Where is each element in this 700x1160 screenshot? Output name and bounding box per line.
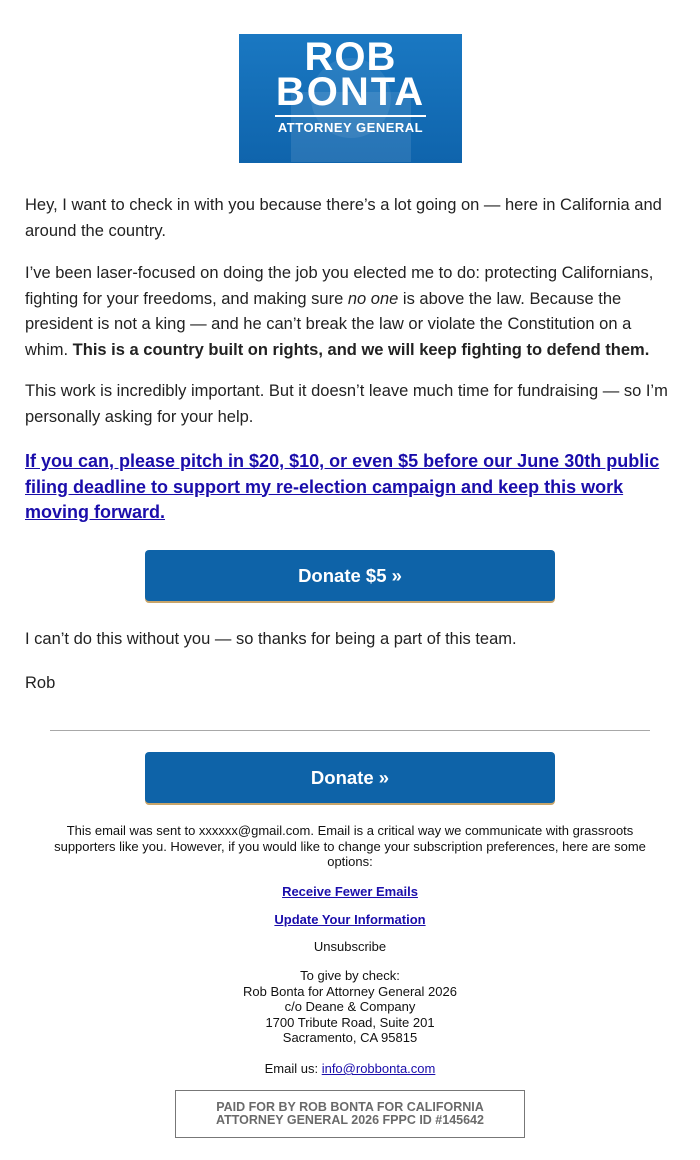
fundraising-paragraph: This work is incredibly important. But it doesn’t leave much time for fundraising — so I’m personally asking for your help.	[25, 382, 668, 426]
focus-emphasis: no one	[347, 289, 399, 308]
focus-paragraph	[25, 261, 675, 363]
receive-fewer-emails-link[interactable]: Receive Fewer Emails	[282, 884, 418, 899]
update-information-link[interactable]: Update Your Information	[274, 912, 426, 927]
divider	[50, 730, 650, 731]
email-us-prefix: Email us:	[264, 1061, 322, 1076]
unsubscribe-link[interactable]: Unsubscribe	[313, 939, 387, 954]
check-payee: Rob Bonta for Attorney General 2026	[243, 983, 457, 999]
update-info-paragraph	[50, 912, 650, 928]
donation-ask-link[interactable]: If you can, please pitch in $20, $10, or even $5 before our June 30th public filing deadline to support my re-election campaign and keep this work moving forward.	[25, 451, 660, 522]
check-address-block	[50, 968, 650, 1046]
paid-for-line-2: ATTORNEY GENERAL 2026 FPPC ID #145642	[216, 1113, 484, 1127]
thanks-paragraph: I can’t do this without you — so thanks for being a part of this team.	[25, 630, 517, 648]
subscription-notice: This email was sent to xxxxxx@gmail.com. Email is a critical way we communicate with grassroots supporters like you. However, if you would like to change your subscription preferences, here are some options:	[54, 823, 646, 869]
logo-first-name: ROB	[304, 35, 397, 79]
focus-strong: This is a country built on rights, and we will keep fighting to defend them.	[72, 340, 650, 359]
check-heading: To give by check:	[300, 968, 400, 983]
email-us-line	[50, 1061, 650, 1077]
donate-5-button[interactable]: Donate $5 »	[145, 550, 555, 601]
focus-text-b: is above the law. Because the president is not a king — and he can’t break the law or violate the Constitution on a whim.	[25, 289, 632, 359]
ask-paragraph	[25, 449, 675, 526]
paid-for-disclaimer	[175, 1090, 525, 1138]
check-city: Sacramento, CA 95815	[282, 1030, 418, 1045]
logo-last-name: BONTA	[275, 70, 426, 114]
check-street: 1700 Tribute Road, Suite 201	[265, 1014, 435, 1030]
email-link[interactable]: info@robbonta.com	[321, 1061, 436, 1076]
campaign-logo	[239, 34, 462, 163]
paid-for-line-1: PAID FOR BY ROB BONTA FOR CALIFORNIA	[216, 1100, 484, 1114]
logo-title: ATTORNEY GENERAL	[275, 115, 426, 137]
check-care-of: c/o Deane & Company	[284, 999, 416, 1014]
intro-paragraph: Hey, I want to check in with you because there’s a lot going on — here in California and around the country.	[25, 196, 662, 240]
signoff: Rob	[25, 674, 56, 692]
fewer-emails-paragraph	[50, 884, 650, 900]
donate-button[interactable]: Donate »	[145, 752, 555, 803]
focus-text-a: I’ve been laser-focused on doing the job you elected me to do: protecting Californians, fighting for your freedoms, and making sure	[25, 264, 654, 308]
